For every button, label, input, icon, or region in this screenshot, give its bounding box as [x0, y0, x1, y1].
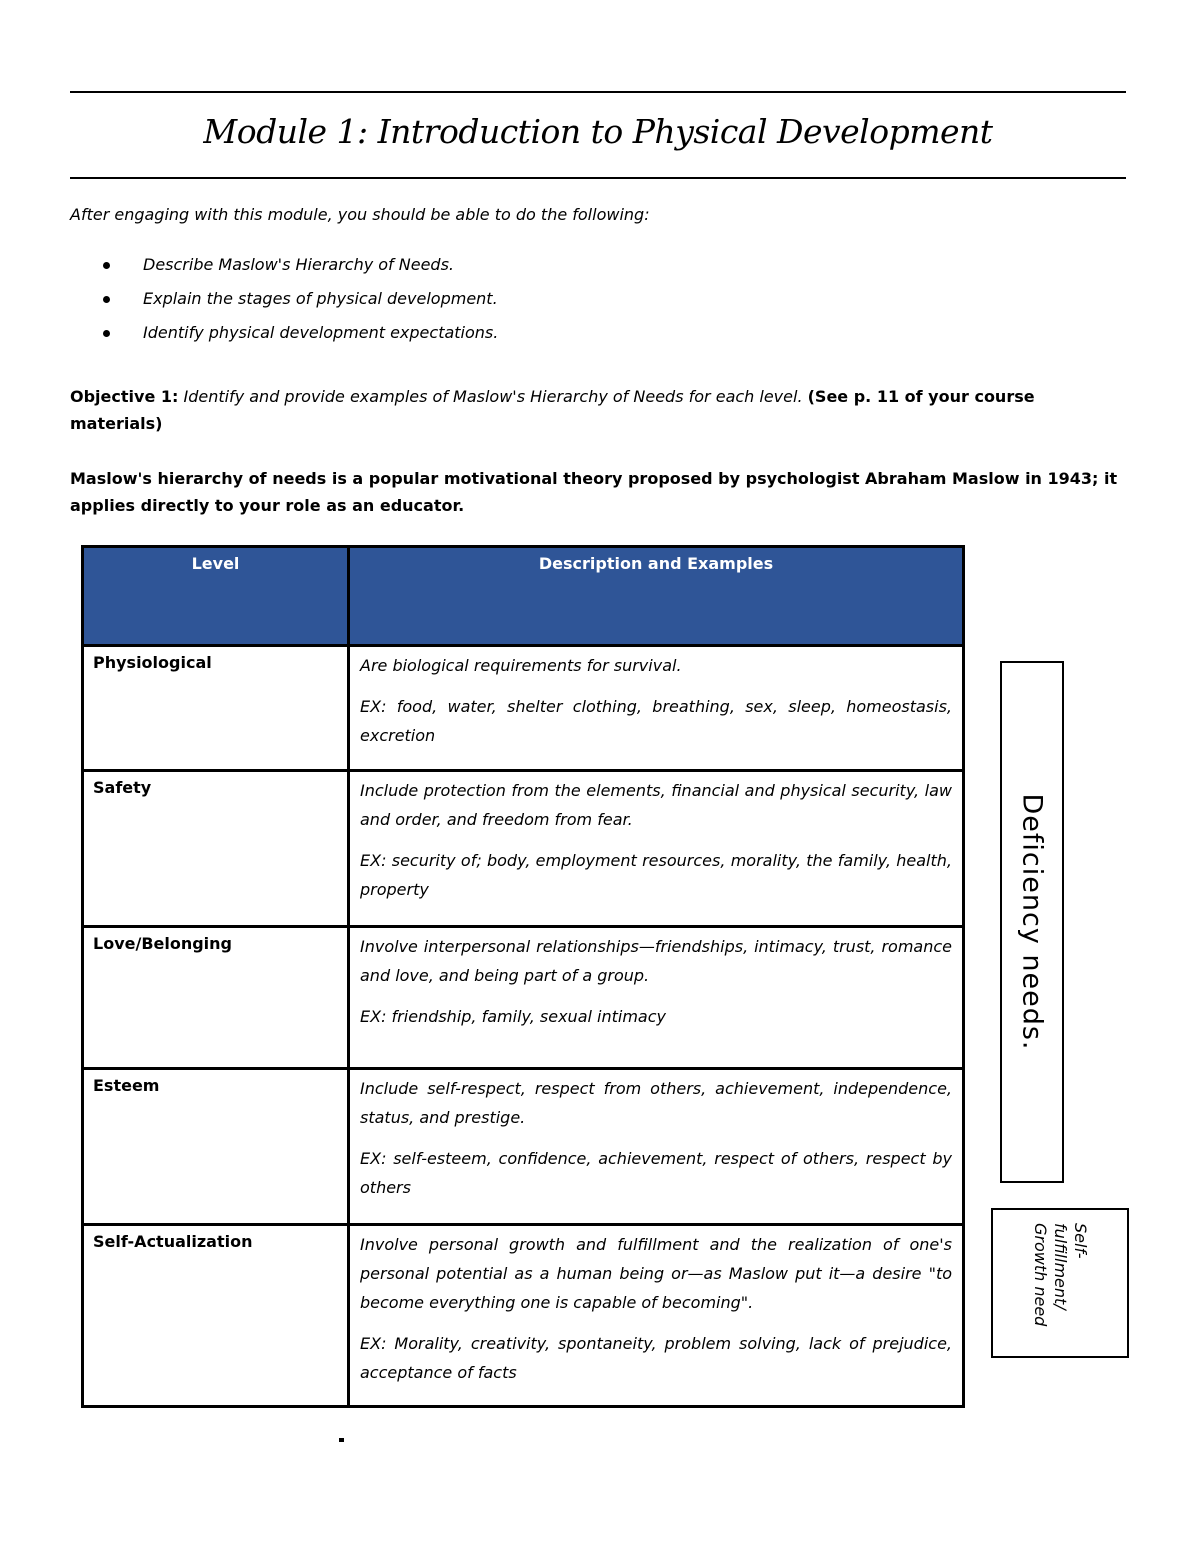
goal-item: Describe Maslow's Hierarchy of Needs. [103, 253, 498, 287]
examples-text: EX: self-esteem, confidence, achievement, respect of others, respect by others [360, 1149, 952, 1197]
description-cell [349, 1069, 964, 1225]
maslow-intro: Maslow's hierarchy of needs is a popular motivational theory proposed by psychologist Abraham Maslow in 1943; it applies directly to your role as an educator. [70, 469, 1118, 515]
level-cell: Love/Belonging [83, 927, 349, 1069]
level-cell: Physiological [83, 646, 349, 771]
maslow-table [81, 545, 965, 1408]
description-text: Involve interpersonal relationships—friendships, intimacy, trust, romance and love, and being part of a group. [360, 937, 952, 985]
goal-item: Identify physical development expectations. [103, 321, 498, 355]
description-text: Include self-respect, respect from others, achievement, independence, status, and prestige. [360, 1079, 952, 1127]
deficiency-needs-box [1000, 661, 1064, 1183]
description-text: Include protection from the elements, financial and physical security, law and order, and freedom from fear. [360, 781, 952, 829]
description-cell [349, 771, 964, 927]
level-cell: Safety [83, 771, 349, 927]
table-row [83, 927, 964, 1069]
table-row [83, 771, 964, 927]
description-cell [349, 1225, 964, 1407]
level-cell: Esteem [83, 1069, 349, 1225]
page-title: Module 1: Introduction to Physical Development [203, 112, 993, 151]
level-cell: Self-Actualization [83, 1225, 349, 1407]
table-row [83, 1225, 964, 1407]
goal-item: Explain the stages of physical development. [103, 287, 498, 321]
objective-1 [70, 383, 1126, 437]
table-row [83, 1069, 964, 1225]
objective-text: Identify and provide examples of Maslow's Hierarchy of Needs for each level. [178, 387, 808, 406]
table-row [83, 646, 964, 771]
title-underline-rule [70, 177, 1126, 179]
description-cell [349, 927, 964, 1069]
column-header-level: Level [83, 547, 349, 646]
growth-need-box [991, 1208, 1129, 1358]
description-text: Involve personal growth and fulfillment and the realization of one's personal potential as a human being or—as Maslow put it—a desire "to become everything one is capable of becoming". [360, 1235, 952, 1312]
intro-text: After engaging with this module, you should be able to do the following: [70, 205, 650, 224]
top-rule [70, 91, 1126, 93]
deficiency-needs-label: Deficiency needs. [1016, 793, 1048, 1051]
examples-text: EX: food, water, shelter clothing, breathing, sex, sleep, homeostasis, excretion [360, 697, 952, 745]
growth-need-label: Self-fulfillment/ Growth need [1031, 1223, 1090, 1327]
objective-label: Objective 1: [70, 387, 179, 406]
goals-list [103, 253, 498, 355]
table-header-row [83, 547, 964, 646]
description-cell [349, 646, 964, 771]
objective-reference: (See p. 11 of your course materials) [70, 387, 1035, 433]
examples-text: EX: Morality, creativity, spontaneity, problem solving, lack of prejudice, acceptance of facts [360, 1334, 952, 1382]
stray-mark [339, 1438, 344, 1442]
column-header-description: Description and Examples [349, 547, 964, 646]
examples-text: EX: friendship, family, sexual intimacy [360, 1007, 666, 1026]
examples-text: EX: security of; body, employment resources, morality, the family, health, property [360, 851, 952, 899]
description-text: Are biological requirements for survival. [360, 656, 682, 675]
